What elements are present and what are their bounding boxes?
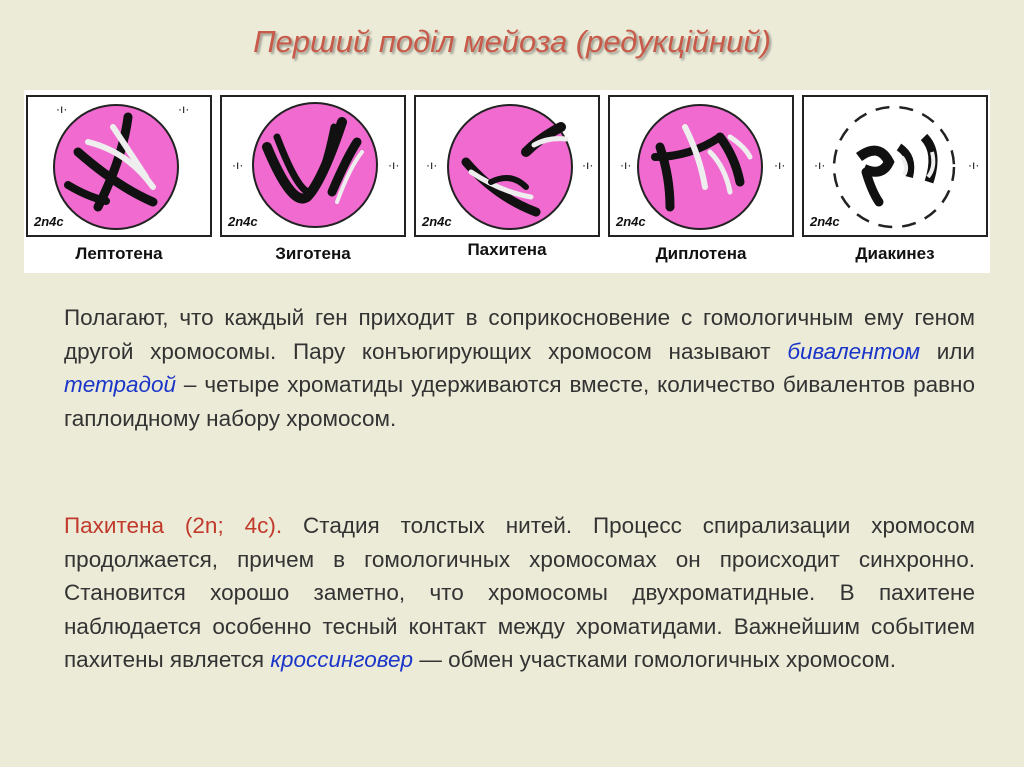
term-bivalent: бивалентом bbox=[787, 338, 921, 364]
stage-panel-diplotene bbox=[608, 95, 794, 237]
svg-text:·ı·: ·ı· bbox=[968, 158, 980, 172]
svg-text:·ı·: ·ı· bbox=[620, 158, 632, 172]
paragraph-text: Полагают, что каждый ген приходит в соприкосновение с гомологичным ему геном другой хромосомы. Пару конъюгирующих хромосом называют bbox=[64, 305, 975, 364]
svg-text:·ı·: ·ı· bbox=[232, 158, 244, 172]
paragraph-pachytene bbox=[64, 509, 975, 677]
pachytene-heading: Пахитена (2n; 4c). bbox=[64, 513, 283, 538]
slide-title: Перший поділ мейоза (редукційний) bbox=[253, 24, 771, 59]
ploidy-label: 2n4c bbox=[228, 214, 258, 229]
svg-text:·ı·: ·ı· bbox=[774, 158, 786, 172]
svg-text:·ı·: ·ı· bbox=[388, 158, 400, 172]
stage-label-leptotene: Лептотена bbox=[75, 244, 163, 263]
stage-label-diplotene: Диплотена bbox=[655, 244, 747, 263]
paragraph-bivalent bbox=[64, 301, 975, 435]
paragraph-text: или bbox=[920, 338, 975, 364]
ploidy-label: 2n4c bbox=[616, 214, 646, 229]
svg-text:·ı·: ·ı· bbox=[814, 158, 826, 172]
ploidy-label: 2n4c bbox=[810, 214, 840, 229]
stage-label-pachytene: Пахитена bbox=[467, 240, 547, 259]
ploidy-label: 2n4c bbox=[422, 214, 452, 229]
paragraph-text: — обмен участками гомологичных хромосом. bbox=[413, 647, 897, 673]
svg-text:·ı·: ·ı· bbox=[178, 102, 190, 116]
ploidy-label: 2n4c bbox=[34, 214, 64, 229]
term-crossing-over: кроссинговер bbox=[270, 647, 414, 673]
paragraph-text: – четыре хроматиды удерживаются вместе, количество бивалентов равно гаплоидному набору хромосом. bbox=[64, 372, 975, 431]
stage-label-zygotene: Зиготена bbox=[275, 244, 351, 263]
stage-panel-diakinesis bbox=[802, 95, 988, 237]
svg-text:·ı·: ·ı· bbox=[426, 158, 438, 172]
stage-panel-pachytene bbox=[414, 95, 600, 237]
stage-label-diakinesis: Диакинез bbox=[855, 244, 935, 263]
stage-panel-zygotene bbox=[220, 95, 406, 237]
svg-text:·ı·: ·ı· bbox=[56, 102, 68, 116]
meiosis-stage-illustration bbox=[24, 90, 990, 273]
stage-panel-leptotene bbox=[26, 95, 212, 237]
paragraph-text: Стадия толстых нитей. Процесс спирализации хромосом продолжается, причем в гомологичных хромосомах он происходит синхронно. Становится хорошо заметно, что хромосомы двухроматидные. В пахитене наблюдается особенно тесный контакт между хроматидами. Важнейшим событием пахитены является bbox=[64, 513, 975, 673]
svg-text:·ı·: ·ı· bbox=[582, 158, 594, 172]
term-tetrad: тетрадой bbox=[64, 372, 176, 398]
